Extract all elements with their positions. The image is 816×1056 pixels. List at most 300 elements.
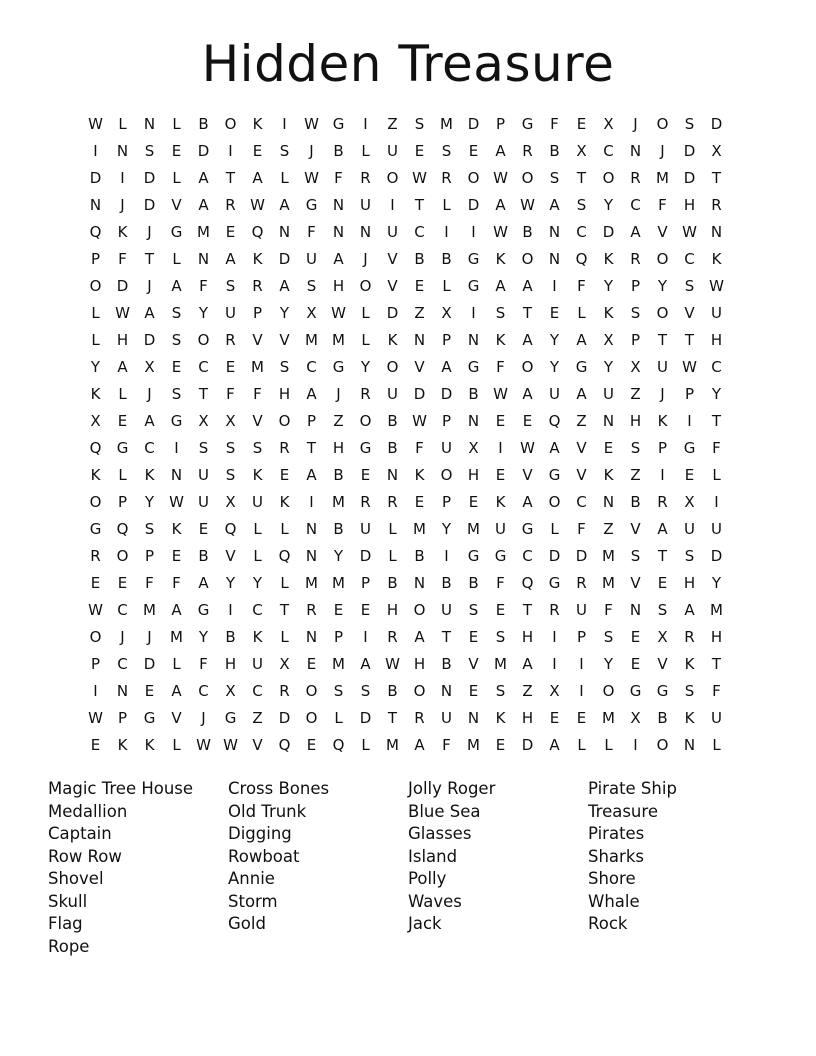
grid-letter: O: [656, 736, 669, 754]
grid-letter: M: [332, 331, 345, 349]
grid-letter: G: [521, 115, 534, 133]
grid-letter: T: [387, 709, 398, 727]
grid-letter: N: [629, 142, 642, 160]
grid-letter: U: [198, 493, 209, 511]
grid-letter: L: [118, 385, 127, 403]
grid-letter: A: [144, 412, 155, 430]
grid-letter: E: [198, 520, 209, 538]
grid-row: [82, 219, 730, 246]
grid-letter: C: [522, 547, 533, 565]
grid-letter: E: [495, 412, 506, 430]
grid-letter: R: [279, 439, 290, 457]
grid-letter: H: [683, 196, 696, 214]
grid-letter: L: [577, 304, 586, 322]
grid-letter: A: [306, 466, 317, 484]
grid-letter: W: [304, 115, 319, 133]
grid-letter: G: [359, 439, 372, 457]
grid-letter: A: [657, 520, 668, 538]
grid-letter: R: [387, 493, 398, 511]
grid-letter: Z: [387, 115, 398, 133]
grid-letter: H: [521, 709, 534, 727]
grid-letter: X: [711, 142, 722, 160]
grid-row: [82, 246, 730, 273]
word-list-item: Whale: [588, 891, 640, 911]
grid-letter: E: [225, 358, 236, 376]
grid-letter: D: [413, 385, 426, 403]
grid-letter: C: [414, 223, 425, 241]
grid-letter: V: [630, 520, 641, 538]
grid-letter: U: [225, 304, 236, 322]
grid-letter: G: [116, 439, 129, 457]
grid-letter: T: [576, 169, 587, 187]
grid-letter: O: [656, 115, 669, 133]
grid-letter: A: [171, 277, 182, 295]
grid-letter: I: [633, 736, 638, 754]
grid-letter: S: [144, 142, 155, 160]
grid-letter: N: [440, 682, 453, 700]
word-list-column: [228, 778, 408, 958]
grid-row: [82, 354, 730, 381]
grid-letter: C: [306, 358, 317, 376]
grid-letter: N: [332, 196, 345, 214]
grid-letter: R: [711, 196, 722, 214]
grid-letter: N: [197, 250, 210, 268]
grid-letter: U: [387, 223, 398, 241]
grid-letter: M: [602, 709, 615, 727]
grid-letter: M: [305, 331, 318, 349]
grid-letter: G: [170, 223, 183, 241]
grid-letter: N: [305, 547, 318, 565]
grid-letter: G: [521, 520, 534, 538]
grid-letter: Q: [278, 547, 291, 565]
grid-letter: E: [279, 466, 290, 484]
grid-letter: G: [467, 250, 480, 268]
grid-letter: D: [143, 331, 156, 349]
grid-letter: X: [225, 412, 236, 430]
grid-letter: U: [711, 520, 722, 538]
grid-letter: B: [387, 439, 398, 457]
grid-letter: D: [440, 385, 453, 403]
grid-letter: S: [549, 169, 560, 187]
grid-letter: L: [577, 736, 586, 754]
grid-row: [82, 327, 730, 354]
grid-letter: W: [88, 709, 103, 727]
grid-letter: J: [120, 628, 125, 646]
grid-letter: X: [603, 331, 614, 349]
grid-letter: I: [120, 169, 125, 187]
word-list-item: Island: [408, 846, 458, 866]
word-list-item: Jack: [408, 914, 442, 933]
grid-letter: V: [576, 466, 587, 484]
grid-letter: K: [252, 115, 263, 133]
grid-letter: U: [495, 520, 506, 538]
grid-letter: K: [495, 331, 506, 349]
grid-letter: O: [89, 493, 102, 511]
grid-letter: I: [363, 115, 368, 133]
grid-letter: F: [577, 277, 586, 295]
grid-letter: F: [199, 655, 208, 673]
grid-letter: U: [603, 385, 614, 403]
grid-row: [82, 273, 730, 300]
grid-row: [82, 408, 730, 435]
grid-letter: C: [198, 358, 209, 376]
grid-letter: M: [143, 601, 156, 619]
grid-letter: C: [576, 223, 587, 241]
grid-letter: D: [683, 169, 696, 187]
grid-letter: K: [603, 466, 614, 484]
grid-letter: T: [684, 331, 695, 349]
grid-letter: R: [387, 628, 398, 646]
grid-letter: B: [333, 520, 344, 538]
grid-letter: U: [306, 250, 317, 268]
grid-letter: G: [143, 709, 156, 727]
grid-letter: Y: [144, 493, 155, 511]
grid-letter: I: [579, 682, 584, 700]
grid-letter: E: [468, 628, 479, 646]
grid-letter: P: [144, 547, 155, 565]
grid-letter: N: [305, 628, 318, 646]
grid-letter: Y: [225, 574, 236, 592]
grid-letter: N: [116, 142, 129, 160]
grid-letter: Q: [89, 439, 102, 457]
grid-letter: A: [495, 196, 506, 214]
grid-letter: O: [278, 412, 291, 430]
grid-row: [82, 516, 730, 543]
grid-row: [82, 597, 730, 624]
grid-letter: F: [712, 682, 721, 700]
grid-letter: T: [306, 439, 317, 457]
grid-letter: G: [332, 358, 345, 376]
grid-letter: Q: [575, 250, 588, 268]
grid-letter: E: [414, 277, 425, 295]
grid-letter: L: [388, 520, 397, 538]
grid-letter: O: [656, 250, 669, 268]
grid-letter: V: [414, 358, 425, 376]
grid-letter: B: [657, 709, 668, 727]
grid-letter: U: [387, 385, 398, 403]
grid-letter: X: [90, 412, 101, 430]
word-list-column: [408, 778, 588, 958]
grid-letter: D: [521, 736, 534, 754]
grid-letter: A: [495, 142, 506, 160]
grid-letter: X: [279, 655, 290, 673]
grid-letter: D: [386, 304, 399, 322]
grid-letter: N: [467, 331, 480, 349]
grid-row: [82, 678, 730, 705]
grid-letter: S: [684, 277, 695, 295]
grid-letter: L: [118, 466, 127, 484]
grid-letter: W: [304, 169, 319, 187]
grid-letter: L: [550, 520, 559, 538]
grid-letter: U: [711, 709, 722, 727]
grid-letter: S: [684, 682, 695, 700]
grid-row: [82, 138, 730, 165]
grid-letter: O: [305, 709, 318, 727]
grid-letter: O: [548, 493, 561, 511]
grid-letter: S: [684, 115, 695, 133]
grid-letter: T: [225, 169, 236, 187]
grid-letter: T: [711, 169, 722, 187]
grid-letter: N: [467, 412, 480, 430]
grid-letter: V: [279, 331, 290, 349]
grid-letter: V: [171, 196, 182, 214]
grid-letter: D: [143, 169, 156, 187]
grid-letter: K: [171, 520, 182, 538]
grid-letter: M: [170, 628, 183, 646]
grid-letter: V: [684, 304, 695, 322]
grid-letter: L: [361, 304, 370, 322]
grid-letter: Q: [521, 574, 534, 592]
word-list-item: Medallion: [48, 801, 128, 821]
grid-letter: K: [144, 736, 155, 754]
grid-letter: L: [334, 709, 343, 727]
grid-letter: G: [629, 682, 642, 700]
grid-letter: Q: [548, 412, 561, 430]
grid-letter: Y: [549, 331, 560, 349]
grid-letter: Q: [116, 520, 129, 538]
grid-letter: C: [576, 493, 587, 511]
grid-letter: T: [522, 601, 533, 619]
grid-letter: N: [548, 223, 561, 241]
grid-letter: E: [306, 655, 317, 673]
grid-letter: V: [630, 574, 641, 592]
grid-letter: H: [278, 385, 291, 403]
grid-letter: Y: [198, 304, 209, 322]
grid-letter: W: [385, 655, 400, 673]
grid-letter: U: [198, 466, 209, 484]
grid-letter: S: [306, 277, 317, 295]
grid-letter: K: [495, 709, 506, 727]
grid-letter: O: [521, 250, 534, 268]
grid-letter: N: [710, 223, 723, 241]
grid-letter: L: [172, 655, 181, 673]
grid-letter: Q: [89, 223, 102, 241]
grid-letter: F: [442, 736, 451, 754]
grid-letter: U: [360, 196, 371, 214]
grid-letter: U: [549, 385, 560, 403]
grid-letter: Y: [711, 385, 722, 403]
word-list-item: Rope: [48, 936, 90, 956]
word-list-item: Flag: [48, 914, 83, 933]
grid-letter: X: [603, 115, 614, 133]
grid-letter: I: [93, 142, 98, 160]
grid-letter: P: [657, 439, 668, 457]
grid-letter: U: [387, 142, 398, 160]
grid-letter: R: [576, 574, 587, 592]
grid-letter: L: [172, 736, 181, 754]
grid-letter: R: [279, 682, 290, 700]
grid-letter: Y: [441, 520, 452, 538]
grid-letter: V: [252, 331, 263, 349]
grid-letter: O: [197, 331, 210, 349]
grid-letter: S: [576, 196, 587, 214]
grid-letter: C: [684, 250, 695, 268]
grid-letter: E: [576, 709, 587, 727]
grid-letter: Y: [603, 358, 614, 376]
grid-letter: S: [279, 358, 290, 376]
grid-letter: I: [471, 304, 476, 322]
grid-letter: X: [630, 709, 641, 727]
grid-letter: N: [89, 196, 102, 214]
grid-letter: O: [224, 115, 237, 133]
grid-letter: J: [201, 709, 206, 727]
grid-letter: V: [171, 709, 182, 727]
grid-letter: A: [252, 169, 263, 187]
grid-letter: G: [305, 196, 318, 214]
grid-letter: X: [630, 358, 641, 376]
grid-letter: A: [414, 628, 425, 646]
grid-letter: R: [522, 142, 533, 160]
grid-letter: R: [225, 196, 236, 214]
grid-letter: X: [198, 412, 209, 430]
grid-letter: E: [171, 142, 182, 160]
word-list-item: Shovel: [48, 869, 104, 888]
grid-letter: P: [333, 628, 344, 646]
grid-letter: B: [522, 223, 533, 241]
grid-letter: J: [363, 250, 368, 268]
grid-letter: A: [576, 385, 587, 403]
grid-letter: L: [253, 547, 262, 565]
grid-letter: O: [89, 277, 102, 295]
grid-letter: T: [522, 304, 533, 322]
grid-letter: A: [549, 196, 560, 214]
grid-letter: G: [197, 601, 210, 619]
grid-letter: D: [359, 547, 372, 565]
grid-letter: M: [602, 547, 615, 565]
grid-letter: N: [683, 736, 696, 754]
grid-letter: E: [144, 682, 155, 700]
grid-letter: M: [656, 169, 669, 187]
grid-letter: V: [522, 466, 533, 484]
grid-letter: P: [630, 277, 641, 295]
grid-letter: P: [90, 250, 101, 268]
grid-letter: W: [115, 304, 130, 322]
grid-letter: I: [174, 439, 179, 457]
grid-letter: E: [171, 358, 182, 376]
grid-row: [82, 489, 730, 516]
grid-letter: I: [471, 223, 476, 241]
grid-letter: M: [467, 736, 480, 754]
grid-letter: R: [414, 709, 425, 727]
word-list-column: [48, 778, 228, 958]
grid-letter: A: [522, 277, 533, 295]
grid-letter: P: [90, 655, 101, 673]
grid-letter: G: [656, 682, 669, 700]
grid-letter: F: [415, 439, 424, 457]
grid-letter: J: [633, 115, 638, 133]
word-list-item: Pirates: [588, 824, 645, 843]
grid-letter: R: [657, 493, 668, 511]
grid-letter: S: [279, 142, 290, 160]
grid-letter: W: [682, 358, 697, 376]
grid-letter: E: [684, 466, 695, 484]
grid-letter: S: [414, 115, 425, 133]
grid-letter: E: [495, 466, 506, 484]
grid-letter: L: [712, 736, 721, 754]
grid-letter: U: [576, 601, 587, 619]
grid-letter: W: [412, 169, 427, 187]
grid-letter: L: [442, 196, 451, 214]
grid-letter: O: [359, 412, 372, 430]
grid-letter: K: [603, 304, 614, 322]
grid-letter: Y: [657, 277, 668, 295]
grid-letter: P: [441, 412, 452, 430]
grid-letter: N: [602, 412, 615, 430]
grid-letter: O: [305, 682, 318, 700]
grid-letter: E: [522, 412, 533, 430]
word-list-item: Sharks: [588, 846, 644, 866]
grid-letter: O: [359, 277, 372, 295]
grid-letter: I: [579, 655, 584, 673]
grid-letter: Y: [198, 628, 209, 646]
grid-letter: U: [441, 601, 452, 619]
grid-letter: N: [278, 223, 291, 241]
grid-letter: M: [197, 223, 210, 241]
grid-letter: L: [280, 574, 289, 592]
grid-letter: R: [360, 493, 371, 511]
grid-letter: E: [495, 601, 506, 619]
grid-letter: G: [683, 439, 696, 457]
grid-letter: N: [143, 115, 156, 133]
grid-letter: B: [387, 682, 398, 700]
grid-letter: V: [252, 736, 263, 754]
grid-letter: E: [252, 142, 263, 160]
grid-letter: B: [441, 250, 452, 268]
grid-letter: A: [495, 277, 506, 295]
grid-letter: F: [145, 574, 154, 592]
grid-letter: E: [117, 412, 128, 430]
word-list-item: Shore: [588, 869, 636, 888]
word-list-item: Magic Tree House: [48, 779, 194, 798]
grid-letter: O: [386, 169, 399, 187]
grid-letter: D: [710, 115, 723, 133]
grid-letter: L: [442, 277, 451, 295]
grid-letter: L: [172, 250, 181, 268]
grid-letter: L: [280, 169, 289, 187]
grid-letter: C: [198, 682, 209, 700]
grid-letter: G: [332, 115, 345, 133]
grid-letter: A: [279, 196, 290, 214]
grid-letter: R: [252, 277, 263, 295]
grid-letter: A: [549, 736, 560, 754]
grid-letter: C: [144, 439, 155, 457]
grid-letter: P: [495, 115, 506, 133]
grid-letter: G: [467, 358, 480, 376]
grid-letter: J: [120, 196, 125, 214]
grid-letter: W: [493, 223, 508, 241]
grid-letter: H: [332, 277, 345, 295]
grid-letter: M: [710, 601, 723, 619]
grid-letter: T: [414, 196, 425, 214]
grid-letter: W: [493, 169, 508, 187]
grid-letter: B: [198, 547, 209, 565]
grid-letter: K: [711, 250, 722, 268]
grid-letter: W: [493, 385, 508, 403]
grid-letter: U: [441, 709, 452, 727]
grid-letter: W: [520, 439, 535, 457]
grid-letter: L: [91, 331, 100, 349]
grid-letter: N: [386, 466, 399, 484]
grid-letter: E: [360, 601, 371, 619]
grid-letter: F: [253, 385, 262, 403]
grid-letter: F: [226, 385, 235, 403]
grid-letter: S: [225, 277, 236, 295]
grid-letter: S: [198, 439, 209, 457]
grid-letter: F: [496, 358, 505, 376]
grid-letter: U: [252, 655, 263, 673]
grid-letter: W: [331, 304, 346, 322]
word-list-item: Jolly Roger: [408, 779, 496, 798]
